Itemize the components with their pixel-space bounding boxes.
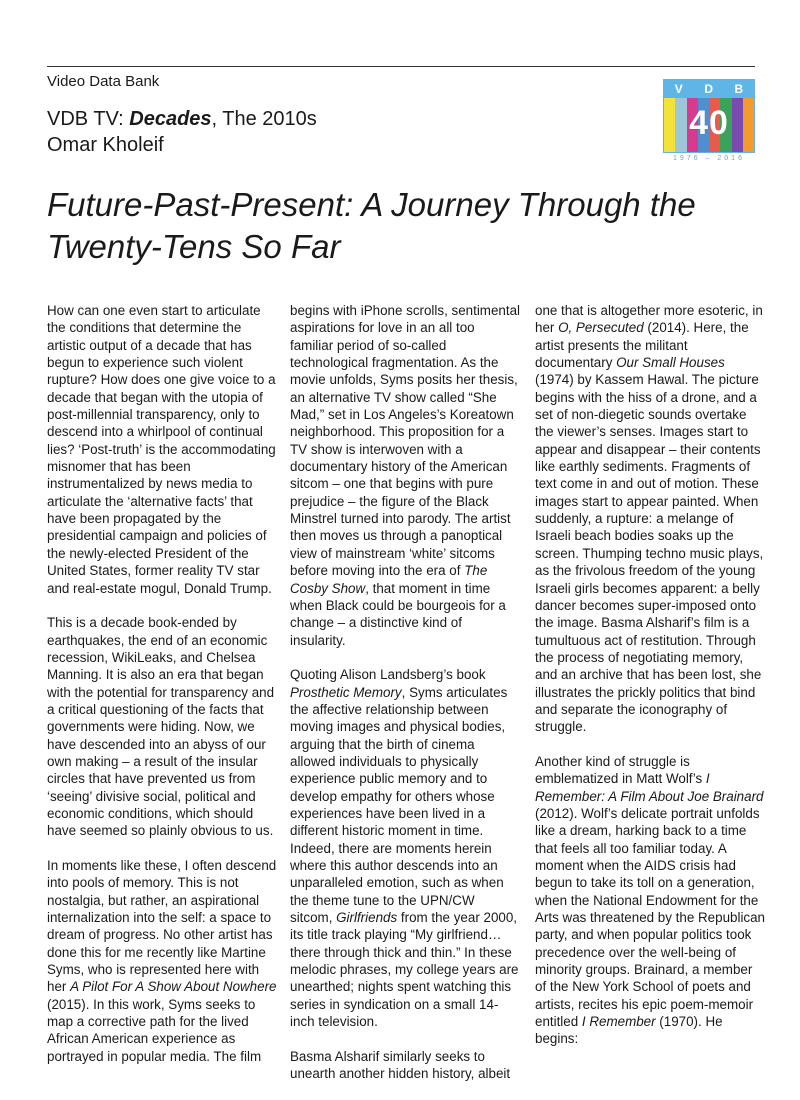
paragraph: How can one even start to articulate the conditions that determine the artistic output of a decade that has begun to experience such violent rupture? How does one give voice to a decade that began with the utopia of post-millennial transparency, only to descend into a whirlpool of continual lies? ‘Post-truth’ is the accommodating misnomer that has been instrumentalized by news media to articulate the ‘alternative facts’ that have been propagated by the presidential campaign and policies of the newly-elected President of the United States, former reality TV star and real-estate mogul, Donald Trump. (47, 303, 276, 596)
logo-box (663, 79, 755, 153)
paragraph (535, 302, 765, 736)
paragraph (290, 666, 520, 1030)
text-run: (1974) by Kassem Hawal. The picture begins with the hiss of a drone, and a set of non-diegetic sounds overtake the viewer’s senses. Images start to appear and disappear – their contents like earthly sediments. Fragments of text come in and out of motion. These images start to appear painted. When suddenly, a rupture: a melange of Israeli beach bodies soaks up the screen. Thumping techno music plays, as the frivolous freedom of the young Israeli girls becomes apparent: a belly dancer becomes super-imposed onto the image. Basma Alsharif’s film is a tumultuous act of restitution. Through the process of negotiating memory, and an archive that has been lost, she illustrates the prickly politics that bind and separate the iconography of struggle. (535, 372, 764, 735)
text-column-1 (47, 302, 277, 1082)
header-rule (47, 66, 755, 67)
logo-letter-b: B (734, 82, 744, 96)
work-title: I Remember (581, 1014, 656, 1030)
organization-name: Video Data Bank (47, 73, 160, 90)
paragraph (535, 753, 765, 1048)
series-title (47, 107, 317, 131)
paragraph: Basma Alsharif similarly seeks to unearth another hidden history, albeit (290, 1048, 511, 1082)
text-column-3 (535, 302, 765, 1065)
text-run: (2012). Wolf’s delicate portrait unfolds like a dream, harking back to a time that feels all too familiar today. A moment when the AIDS crisis had begun to take its toll on a generation, when the National Endowment for the Arts was threatened by the Republican party, and when popular politics took precedence over the well-being of minority groups. Brainard, a member of the New York School of poets and artists, recites his epic poem-memoir entitled (535, 805, 766, 1030)
logo-years: 1976 – 2016 (673, 155, 745, 162)
series-suffix: , The 2010s (211, 108, 317, 130)
text-run: (2015). In this work, Syms seeks to map a corrective path for the lived African American experience as portrayed in popular media. The film (47, 996, 262, 1064)
paragraph: This is a decade book-ended by earthquakes, the end of an economic recession, WikiLeaks, and Chelsea Manning. It is also an era that began with the potential for transparency and a critical questioning of the facts that governments were hiding. Now, we have descended into an abyss of our own making – a result of the insular circles that have prevented us from ‘seeing’ divisive social, political and economic conditions, which should have seemed so plainly obvious to us. (47, 615, 275, 839)
author-name: Omar Kholeif (47, 134, 164, 156)
paragraph (47, 857, 277, 1065)
text-run: , that moment in time when Black could be bourgeois for a change – a distinctive kind of insularity. (290, 580, 506, 648)
text-run: (1970). He begins: (535, 1014, 723, 1047)
work-title: The Cosby Show (290, 563, 488, 596)
text-run: Another kind of struggle is emblematized in Matt Wolf’s (535, 753, 706, 787)
series-italic: Decades (129, 108, 212, 130)
text-column-2 (290, 302, 520, 1100)
series-prefix: VDB TV: (47, 108, 130, 130)
text-run: one that is altogether more esoteric, in her (535, 303, 763, 336)
article-title: Future-Past-Present: A Journey Through the Twenty-Tens So Far (47, 186, 696, 265)
text-run: begins with iPhone scrolls, sentimental aspirations for love in an all too familiar period of so-called technological fragmentation. As the movie unfolds, Syms posits her thesis, an alternative TV show called “She Mad,” set in Los Angeles’s Koreatown neighborhood. This proposition for a TV show is interwoven with a documentary history of the American sitcom – one that begins with pure prejudice – the figure of the Black Minstrel turned into parody. The artist then moves us through a panoptical view of mainstream ‘white’ sitcoms before moving into the era of (290, 303, 520, 579)
paragraph (290, 302, 520, 649)
work-title: Prosthetic Memory (290, 684, 402, 700)
logo-number: 40 (689, 104, 729, 142)
logo-letter-d: D (704, 82, 713, 96)
vdb-40-logo (663, 79, 755, 171)
work-title: I Remember: A Film About Joe Brainard (535, 771, 764, 804)
work-title: A Pilot For A Show About Nowhere (70, 979, 277, 995)
work-title: O, Persecuted (558, 320, 644, 336)
text-run: , Syms articulates the affective relationship between moving images and physical bodies, arguing that the birth of cinema allowed individuals to physically experience public memory and to develop empathy for others whose experiences have been lived in a different historic moment in time. Indeed, there are moments herein where this author descends into an unparalleled emotion, such as when the theme tune to the UPN/CW sitcom, (290, 684, 508, 926)
text-run: from the year 2000, its title track playing “My girlfriend… there through thick and thin.” In these melodic phrases, my college years are unearthed; nights spent watching this series in syndication on a small 14-inch television. (290, 910, 519, 1030)
text-run: In moments like these, I often descend into pools of memory. This is not nostalgia, but rather, an aspirational internalization into the self: a space to dream of progress. No other artist has done this for me recently like Martine Syms, who is represented here with her (47, 858, 277, 995)
work-title: Girlfriends (336, 910, 398, 926)
logo-letters (664, 80, 754, 98)
logo-letter-v: V (674, 82, 683, 96)
work-title: Our Small Houses (616, 355, 725, 371)
text-run: (2014). Here, the artist presents the militant documentary (535, 320, 749, 371)
text-run: Quoting Alison Landsberg’s book (290, 667, 486, 683)
